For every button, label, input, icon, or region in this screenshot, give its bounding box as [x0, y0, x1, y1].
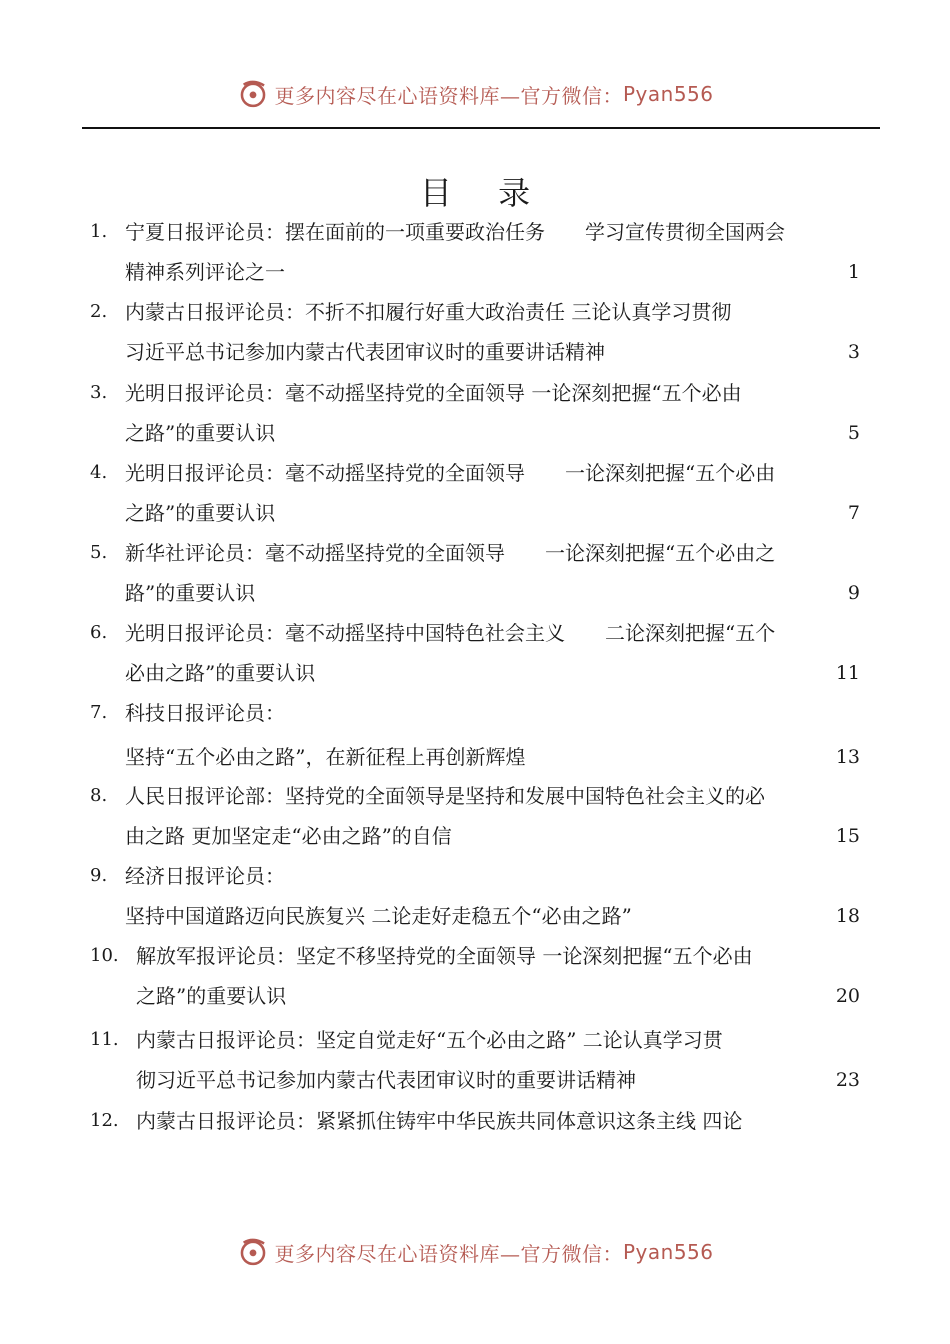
header-divider	[82, 127, 880, 129]
footer-watermark	[0, 1232, 950, 1272]
toc-entry-title: 经济日报评论员：	[125, 864, 285, 888]
toc-entry-title: 光明日报评论员：毫不动摇坚持党的全面领导 一论深刻把握“五个必由	[125, 381, 742, 405]
toc-entry-title-cont: 之路”的重要认识	[125, 421, 276, 445]
banner-text: 更多内容尽在心语资料库—官方微信：	[274, 1241, 623, 1266]
toc-entry-number: 8.	[90, 785, 108, 806]
toc-entry-title-cont: 路”的重要认识	[125, 581, 256, 605]
toc-entry-title: 人民日报评论部：坚持党的全面领导是坚持和发展中国特色社会主义的必	[125, 784, 765, 808]
toc-entry-title-cont: 必由之路”的重要认识	[125, 661, 316, 685]
toc-entry-number: 2.	[90, 301, 108, 322]
toc-entry-page: 1	[847, 261, 860, 283]
toc-entry-title: 内蒙古日报评论员：坚定自觉走好“五个必由之路” 二论认真学习贯	[136, 1028, 723, 1052]
toc-entry-title: 宁夏日报评论员：摆在面前的一项重要政治任务 学习宣传贯彻全国两会	[125, 220, 785, 244]
toc-entry-title: 内蒙古日报评论员：紧紧抓住铸牢中华民族共同体意识这条主线 四论	[136, 1109, 743, 1133]
toc-entry-page: 18	[835, 905, 860, 927]
toc-entry-title: 新华社评论员：毫不动摇坚持党的全面领导 一论深刻把握“五个必由之	[125, 541, 776, 565]
toc-entry-title-cont: 之路”的重要认识	[136, 984, 287, 1008]
toc-entry-number: 11.	[90, 1029, 119, 1050]
brand-logo-icon	[236, 77, 270, 111]
toc-entry-page: 7	[847, 502, 860, 524]
toc-entry-title: 内蒙古日报评论员：不折不扣履行好重大政治责任 三论认真学习贯彻	[125, 300, 732, 324]
toc-entry-page: 23	[835, 1069, 860, 1091]
toc-entry-title: 光明日报评论员：毫不动摇坚持党的全面领导 一论深刻把握“五个必由	[125, 461, 776, 485]
toc-entry-page: 13	[835, 746, 860, 768]
toc-entry-page: 9	[847, 582, 860, 604]
wechat-id: Pyan556	[622, 82, 714, 106]
toc-entry-number: 7.	[90, 702, 108, 723]
toc-entry-number: 4.	[90, 462, 108, 483]
toc-entry-number: 10.	[90, 945, 119, 966]
toc-entry-number: 9.	[90, 865, 108, 886]
toc-entry-title-cont: 彻习近平总书记参加内蒙古代表团审议时的重要讲话精神	[136, 1068, 636, 1092]
toc-entry-title-cont: 坚持“五个必由之路”，在新征程上再创新辉煌	[125, 745, 526, 769]
toc-entry-number: 5.	[90, 542, 108, 563]
toc-entry-page: 5	[847, 422, 860, 444]
toc-title: 目 录	[419, 174, 549, 212]
toc-entry-page: 15	[835, 825, 860, 847]
toc-entry-number: 3.	[90, 382, 108, 403]
toc-entry-title: 解放军报评论员：坚定不移坚持党的全面领导 一论深刻把握“五个必由	[136, 944, 753, 968]
brand-logo-icon	[236, 1235, 270, 1269]
toc-entry-title-cont: 之路”的重要认识	[125, 501, 276, 525]
wechat-id: Pyan556	[622, 1240, 714, 1264]
toc-entry-title-cont: 由之路 更加坚定走“必由之路”的自信	[125, 824, 452, 848]
toc-entry-title-cont: 习近平总书记参加内蒙古代表团审议时的重要讲话精神	[125, 340, 605, 364]
toc-entry-title: 科技日报评论员：	[125, 701, 285, 725]
header-watermark	[0, 74, 950, 114]
toc-entry-number: 1.	[90, 221, 108, 242]
toc-entry-title: 光明日报评论员：毫不动摇坚持中国特色社会主义 二论深刻把握“五个	[125, 621, 776, 645]
toc-entry-title-cont: 精神系列评论之一	[125, 260, 285, 284]
toc-entry-page: 11	[835, 662, 860, 684]
banner-text: 更多内容尽在心语资料库—官方微信：	[274, 83, 623, 108]
toc-entry-number: 12.	[90, 1110, 119, 1131]
toc-entry-title-cont: 坚持中国道路迈向民族复兴 二论走好走稳五个“必由之路”	[125, 904, 632, 928]
toc-entry-page: 3	[847, 341, 860, 363]
toc-entry-page: 20	[835, 985, 860, 1007]
toc-entry-number: 6.	[90, 622, 108, 643]
